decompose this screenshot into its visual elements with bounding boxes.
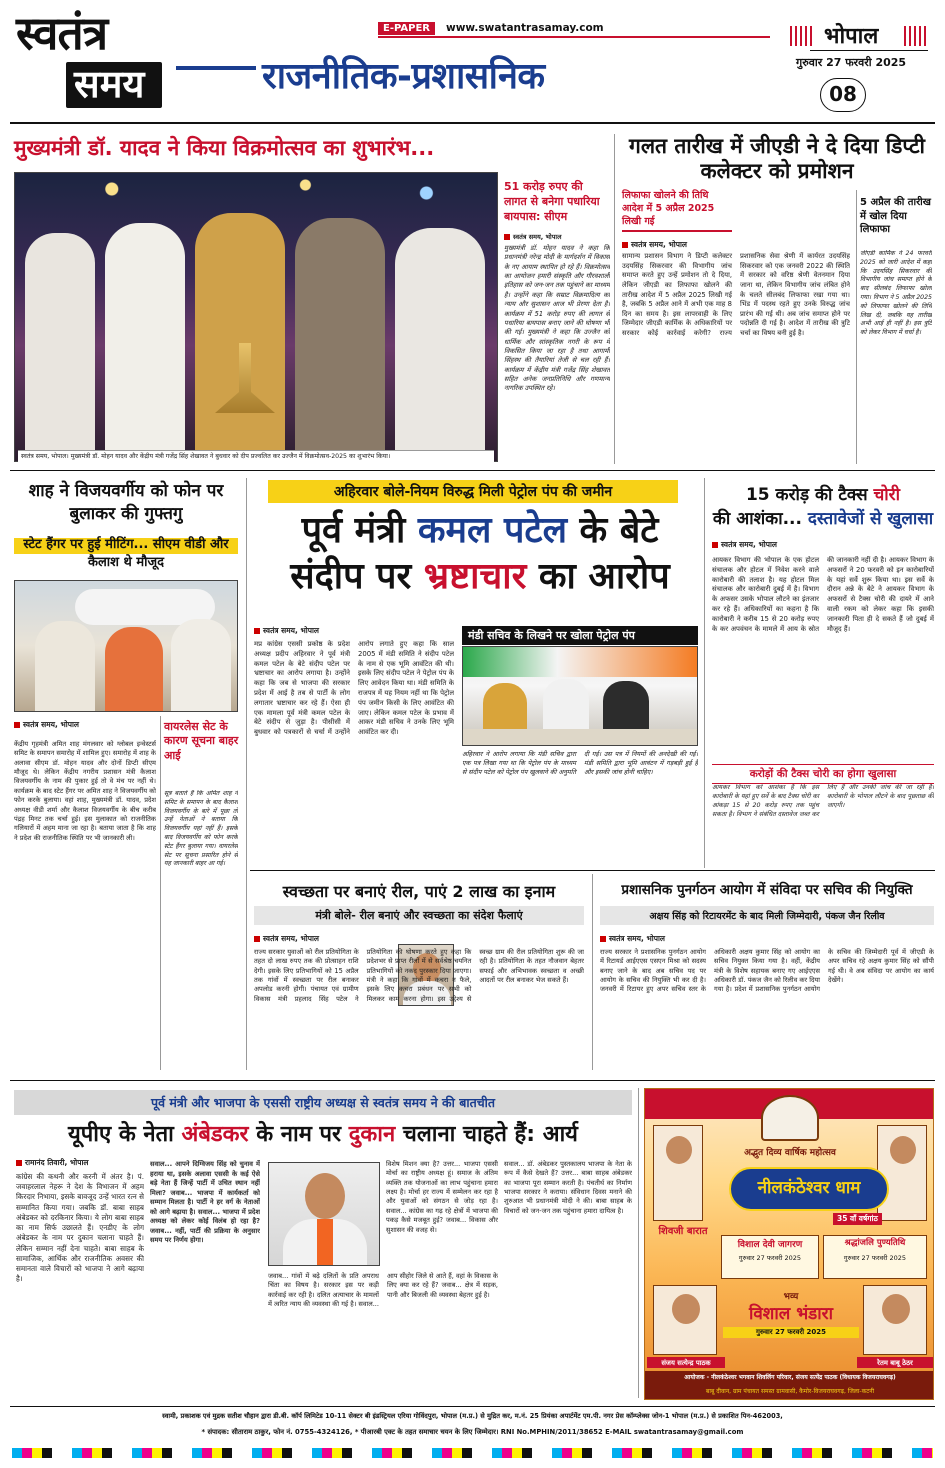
imprint-rule	[10, 1406, 935, 1407]
story7-body: राज्य सरकार ने प्रशासनिक पुनर्गठन आयोग में रिटायर्ड आईएएस एसएन मिश्रा को सदस्य बनाए जाने के बाद अब सचिव पद पर आयोग के सचिव की नियुक्ति भी कर दी है। जनवरी में रिटायर हुए अपर सचिव स्तर के अधिकारी अक्षय कुमार सिंह को आयोग का सचिव नियुक्त किया गया है। वहीं, केंद्रीय मंत्री के विशेष सहायक बनाए गए आईएएस अधिकारी डॉ. पंकज जैन को रिलीव कर दिया गया है। प्रदेश में प्रशासनिक पुनर्गठन आयोग के सचिव की जिम्मेदारी पूर्व में जीएडी के अपर सचिव रहे अक्षय कुमार सिंह को सौंपी गई थी। वे अब संविदा पर आयोग का कार्य देखेंगे।	[600, 948, 934, 994]
epaper-label: E-PAPER	[378, 22, 435, 35]
scarf-shape	[317, 1219, 333, 1266]
headline-word-highlight: अंबेडकर	[181, 1122, 249, 1147]
city-rule	[810, 50, 928, 51]
issue-date: गुरुवार 27 फरवरी 2025	[796, 56, 907, 69]
advert-organiser-right: रेतम बाबू ठेठर	[857, 1357, 933, 1368]
story2-byline: स्वतंत्र समय, भोपाल	[622, 240, 687, 250]
story3-body: केंद्रीय गृहमंत्री अमित शाह मंगलवार को ग्लोबल इन्वेस्टर्स समिट के समापन समारोह में शामिल हुए। समारोह में शाह के अलावा सीएम डॉ. मोहन यादव और दोनों डिप्टी सीएम मौजूद थे। लेकिन केंद्रीय नगरीय प्रशासन मंत्री कैलाश विजयवर्गीय के नाम की पुकार हुई तो वे मंच पर नहीं थे। कार्यक्रम के बाद स्टेट हैंगर पर अमित शाह ने विजयवर्गीय को फोन करके बुलाया। वहां शाह, मुख्यमंत्री डॉ. यादव, प्रदेश अध्यक्ष वीडी शर्मा और कैलाश विजयवर्गीय के बीच करीब पंद्रह मिनट तक चर्चा हुई। इस मुलाकात को राजनीतिक गलियारों में अहम माना जा रहा है। बताया जाता है कि शाह ने प्रदेश की राजनीतिक स्थिति पर भी जानकारी ली।	[14, 740, 156, 842]
masthead	[0, 0, 945, 118]
advert-footer-line2: बाबू दीवान, ग्राम पंचायत समस्त ग्रामवासी, कैमोर-विजयराघवगढ़, जिला-कटनी	[705, 1388, 875, 1395]
headline-word: का आरोप	[538, 556, 670, 597]
story3-box-head: वायरलेस सेट के कारण सूचना बाहर आई	[164, 720, 239, 762]
headline-word: के नाम पर	[256, 1122, 342, 1147]
story6-subhead: मंत्री बोले- रील बनाएं और स्वच्छता का संदेश फैलाएं	[254, 906, 584, 925]
story3-byline: स्वतंत्र समय, भोपाल	[14, 720, 79, 730]
story2-side-body: जीएडी कार्मिक ने 24 फरवरी 2025 को जारी आदेश में कहा कि उदयसिंह सिकरवार की विभागीय जांच समाप्त होने के बाद सीलबंद लिफाफा खोला गया। विभाग ने 5 अप्रैल 2025 को लिफाफा खोलने की तिथि लिख दी, जबकि यह तारीख अभी आई ही नहीं है। इस त्रुटि को लेकर विभाग में चर्चा है।	[860, 250, 932, 337]
headline-word: पूर्व मंत्री	[301, 510, 406, 551]
advert-day1: विशाल देवी जागरण	[737, 1240, 803, 1250]
city-name: भोपाल	[824, 24, 879, 49]
advert-title-small: अद्भुत दिव्य वार्षिक महोत्सव	[744, 1148, 836, 1158]
advert-organiser-right-photo	[863, 1285, 927, 1355]
story7-byline: स्वतंत्र समय, भोपाल	[600, 934, 665, 944]
headline-word: 15 करोड़ की टैक्स	[745, 485, 868, 505]
story6-headline: स्वच्छता पर बनाएं रील, पाएं 2 लाख का इनाम	[282, 882, 556, 901]
advert-bhandara-pre: भव्य	[783, 1292, 799, 1302]
divider-story4-story5	[704, 478, 705, 868]
headline-word-highlight: दस्तावेजों से खुलासा	[807, 508, 934, 529]
story5-headline	[712, 484, 934, 532]
interview-qa-col2: जवाब... गांवों में बढ़े दलितों के प्रति अपराध चिंता का विषय है। सरकार इस पर कड़ी कार्रवाई कर रही है। दलित अत्याचार के मामलों में त्वरित न्याय की व्यवस्था की गई है। सवाल... आप सीहोर जिले से आते हैं, वहां के विकास के लिए क्या कर रहे हैं? जवाब... क्षेत्र में सड़क, पानी और बिजली की व्यवस्था बेहतर हुई है।	[268, 1272, 498, 1309]
table-shape	[463, 729, 698, 746]
dot-ornament	[790, 26, 814, 46]
dot-ornament-right	[904, 26, 928, 46]
story5-sub-body: आयकर विभाग को आशंका है कि इस कारोबारी के यहां हुए सर्वे के बाद टैक्स चोरी का आंकड़ा 15 से 20 करोड़ रुपए तक पहुंच सकता है। विभाग ने संबंधित दस्तावेज जब्त कर लिए हैं और उनकी जांच की जा रही है। कारोबारी के भोपाल लौटने के बाद पूछताछ की जाएगी।	[712, 784, 934, 818]
story2-kicker: लिफाफा खोलने की तिथि आदेश में 5 अप्रैल 2025 लिखी गई	[622, 190, 732, 232]
story4-body: मप्र कांग्रेस एससी प्रकोष्ठ के प्रदेश अध्यक्ष प्रदीप अहिरवार ने पूर्व मंत्री कमल पटेल के बेटे संदीप पटेल पर भ्रष्टाचार का आरोप लगाया है। उन्होंने कहा कि जब से भाजपा की सरकार प्रदेश में आई है तब से पार्टी के लोग लगातार भ्रष्टाचार कर रहे हैं। ऐसा ही एक मामला पूर्व मंत्री कमल पटेल के बेटे संदीप से जुड़ा है। पीसीसी में बुधवार को पत्रकारों से चर्चा में उन्होंने आरोप लगाते हुए कहा कि साल 2005 में मंडी समिति ने संदीप पटेल के नाम से एक भूमि आवंटित की थी। इसके लिए संदीप पटेल ने पेट्रोल पंप के लिए आवेदन किया था। मंडी समिति के राजपत्र में यह नियम नहीं था कि पेट्रोल पंप जमीन किसी के लिए आवंटित की जाए। लेकिन कमल पटेल के प्रभाव में आकर मंडी सचिव ने उनके लिए भूमि आवंटित कर दी।	[254, 640, 454, 737]
story6-body: राज्य सरकार युवाओं को रील प्रतियोगिता के तहत दो लाख रुपए तक की प्रोत्साहन राशि देगी। इसके लिए प्रतिभागियों को 15 अप्रैल तक गांवों में स्वच्छता पर रील बनाकर अपलोड करनी होगी। पंचायत एवं ग्रामीण विकास मंत्री प्रहलाद सिंह पटेल ने प्रतियोगिता की घोषणा करते हुए कहा कि प्रदेशभर से प्राप्त रीलों में से सर्वश्रेष्ठ चयनित प्रतिभागियों को नकद पुरस्कार दिया जाएगा। मंत्री ने कहा कि गांवों में कचरा न फैले, इसके लिए कचरा प्रबंधन पर सभी को मिलकर काम करना होगा। इस उद्देश्य से स्वच्छ ग्राम की रील प्रतियोगिता शुरू की जा रही है। प्रतियोगिता के तहत नौजवान बेहतर सफाई और अभिभावक स्वच्छता व अच्छी आदतों पर रील बनाकर भेज सकते हैं।	[254, 948, 584, 1003]
person-figure-2	[105, 223, 185, 462]
headline-word-highlight: चोरी	[873, 485, 901, 505]
imprint-line2: * संपादक: सीताराम ठाकुर, फोन नं. 0755-4324126, * पीआरबी एक्ट के तहत समाचार चयन के लिए जिम्मेदार। RNI No.MPHIN/2011/38652 E-MAIL swatantrasamay@gmail.com	[201, 1428, 744, 1436]
story3-headline: शाह ने विजयवर्गीय को फोन पर बुलाकर की गुफ्तगु	[28, 481, 224, 524]
advert-left-name: शिवजी बारात	[658, 1226, 708, 1237]
website-url[interactable]: www.swatantrasamay.com	[446, 22, 604, 34]
headline-word-highlight: भ्रष्टाचार	[423, 556, 527, 597]
person-figure-4	[295, 218, 385, 462]
person-figure-8	[171, 619, 231, 712]
headline-word: चलाना चाहते हैं: आर्य	[402, 1122, 578, 1147]
interview-body: कांग्रेस की कथनी और करनी में अंतर है। पं. जवाहरलाल नेहरू ने देश के विभाजन में अहम किरदार निभाया, इसके बावजूद उन्हें भारत रत्न से सम्मानित किया गया। जबकि डॉ. बाबा साहब अंबेडकर को दरकिनार किया। ये लोग बाबा साहब का नाम सिर्फ उछालते हैं। एनडीए के लोग अंबेडकर के नाम पर दुकान चलाना चाहते हैं। लेकिन सम्मान नहीं देना चाहते। बाबा साहब के सामाजिक, आर्थिक और राजनीतिक अवसर की समानता वाले विचारों को भाजपा ने आगे बढ़ाया है।	[16, 1172, 144, 1284]
story4-photo-head: मंडी सचिव के लिखने पर खोला पेट्रोल पंप	[462, 626, 698, 645]
headline-word: संदीप पर	[290, 556, 412, 597]
banner-shape	[463, 647, 698, 677]
interview-banner: पूर्व मंत्री और भाजपा के एससी राष्ट्रीय अध्यक्ष से स्वतंत्र समय ने की बातचीत	[14, 1090, 632, 1115]
section-left-bar	[176, 66, 256, 70]
divider-story6-story7	[592, 874, 593, 1070]
story5-body: आयकर विभाग की भोपाल के एक होटल संचालक और होटल में निवेश करने वाले कारोबारी की तलाश है। यह होटल मिल संचालक और कारोबारी दुबई में है। विभाग के अफसर उसके भोपाल लौटने का इंतजार कर रहे हैं। अधिकारियों का कहना है कि कारोबारी ने करीब 15 से 20 करोड़ रुपए के कर अपवंचन के मामले में आय के स्रोत की जानकारी नहीं दी है। आयकर विभाग के अफसरों ने 20 फरवरी को इन कारोबारियों के यहां सर्वे शुरू किया था। इस सर्वे के दौरान अन्ने के बेटे ने आयकर विभाग के अफसरों से टैक्स चोरी की दायरे में आने वाली रकम को लेकर कहा कि इसकी जानकारी पिता ही दे सकते हैं जो दुबई में मौजूद हैं।	[712, 556, 934, 633]
advert-bhandara: विशाल भंडारा	[748, 1304, 834, 1324]
logo-line1: स्वतंत्र	[16, 6, 108, 60]
divider-row3	[10, 1080, 935, 1081]
headline-word-highlight: दुकान	[348, 1122, 396, 1147]
advert-bhandara-date: गुरुवार 27 फरवरी 2025	[723, 1327, 859, 1338]
advert-day2: श्रद्धांजलि पुण्यतिथि	[844, 1238, 906, 1248]
headline-word: की आशंका...	[712, 508, 802, 529]
story2-side-head: 5 अप्रैल की तारीख में खोल दिया लिफाफा	[860, 197, 931, 235]
advert-footer-line1: आयोजक - नीलकंठेश्वर भगवान शिवलिंग परिवार, संजय सत्येंद्र पाठक (विधायक विजयराघवगढ़)	[684, 1374, 896, 1381]
portrait-face	[890, 1136, 916, 1164]
advert-day2-date: गुरुवार 27 फरवरी 2025	[843, 1254, 907, 1262]
advert-year-badge: 35 वाँ वर्षगांठ	[833, 1213, 882, 1225]
advert-organiser-left-photo	[653, 1285, 717, 1355]
story1-sidebar-head: 51 करोड़ रुपए की लागत से बनेगा पधारिया बायपास: सीएम	[504, 180, 600, 223]
masthead-divider	[10, 122, 935, 124]
person-figure-5	[395, 228, 485, 462]
divider-row2-right	[250, 870, 935, 871]
registration-marks	[12, 1448, 933, 1458]
story1-caption: स्वतंत्र समय, भोपाल। मुख्यमंत्री डॉ. मोहन यादव और केंद्रीय मंत्री गजेंद्र सिंह शेखावत ने बुधवार को दीप प्रज्वलित कर उज्जैन में विक्रमोत्सव-2025 का शुभारंभ किया।	[18, 450, 494, 463]
headline-word-highlight: कमल पटेल	[417, 510, 567, 551]
story4-kicker: अहिरवार बोले-नियम विरुद्ध मिली पेट्रोल पंप की जमीन	[268, 480, 678, 503]
headline-word: के बेटे	[579, 510, 659, 551]
portrait-face	[666, 1136, 692, 1164]
advert-panel	[644, 1088, 934, 1400]
story4-headline-line1	[252, 510, 708, 551]
story6-byline: स्वतंत्र समय, भोपाल	[254, 934, 319, 944]
person-figure-7	[105, 627, 163, 712]
imprint-line1: स्वामी, प्रकाशक एवं मुद्रक सतीश चौहान द्वारा डी.बी. कॉर्प लिमिटेड 10-11 सेक्टर बी इंडस्ट्रियल एरिया गोविंदपुरा, भोपाल (म.प्र.) से मुद्रित कर, म.नं. 25 प्रियंका अपार्टमेंट एम.पी. नगर प्रेस कॉम्प्लेक्स जोन-1 भोपाल (म.प्र.) से प्रकाशित पिन-462003,	[162, 1412, 783, 1420]
interviewee-face	[305, 1173, 345, 1219]
portrait-face	[882, 1294, 910, 1324]
page-number: 08	[820, 78, 866, 112]
divider-interview-advert	[638, 1088, 639, 1398]
divider-row1	[10, 470, 935, 471]
person-figure-3	[195, 213, 285, 462]
advert-right-portrait	[877, 1125, 927, 1221]
advert-day1-date: गुरुवार 27 फरवरी 2025	[738, 1254, 802, 1262]
story2-headline: गलत तारीख में जीएडी ने दे दिया डिप्टी कलेक्टर को प्रमोशन	[629, 134, 925, 184]
portrait-face	[672, 1294, 700, 1324]
story1-byline: स्वतंत्र समय, भोपाल	[504, 232, 562, 241]
advert-event-name: नीलकंठेश्वर धाम	[757, 1178, 861, 1198]
headline-word: यूपीए के नेता	[68, 1122, 174, 1147]
divider-story3-story4	[246, 478, 247, 1070]
top-rule	[378, 36, 770, 38]
story4-photo	[462, 646, 698, 746]
story4-photo-caption: अहिरवार ने आरोप लगाया कि मंडी सचिव द्वारा एक पत्र लिखा गया था कि पेट्रोल पंप के माध्यम से संदीप पटेल को पेट्रोल पंप खुलवाने की अनुमति दी गई। उस पत्र में नियमों की अनदेखी की गई। मंडी समिति द्वारा भूमि आवंटन में गड़बड़ी हुई है और इसकी जांच होनी चाहिए।	[462, 750, 698, 777]
interview-qa-col3: विशेष मिशन क्या है? उत्तर... भाजपा एससी मोर्चा का राष्ट्रीय अध्यक्ष हूं। समाज के अंतिम व्यक्ति तक योजनाओं का लाभ पहुंचाना हमारा लक्ष्य है। मोर्चा हर राज्य में सम्मेलन कर रहा है और युवाओं को संगठन से जोड़ रहा है। सवाल... कांग्रेस का गढ़ रहे क्षेत्रों में भाजपा की पकड़ कैसे मजबूत हुई? जवाब... विकास और सुशासन की वजह से।	[386, 1160, 498, 1234]
interview-byline: रामानंद तिवारी, भोपाल	[16, 1158, 89, 1168]
interview-qa-col4: सवाल... डॉ. अंबेडकर पुस्तकालय भाजपा के नेता के रूप में कैसे देखते हैं? उत्तर... बाबा साहब अंबेडकर का भाजपा पूरा सम्मान करती है। पंचतीर्थ का निर्माण भाजपा सरकार ने कराया। संविधान दिवस मनाने की शुरुआत भी प्रधानमंत्री मोदी ने की। बाबा साहब के विचारों को जन-जन तक पहुंचाना हमारा दायित्व है।	[504, 1160, 632, 1215]
logo-line2: समय	[74, 61, 145, 106]
person-figure-1	[25, 233, 95, 462]
interview-photo	[268, 1162, 380, 1266]
advert-left-portrait	[653, 1125, 703, 1221]
interview-qa-col1: सवाल... आपने दिग्विजय सिंह को चुनाव में हराया था, इसके अलावा एससी के कई ऐसे बड़े नेता हैं जिन्हें पार्टी में उचित स्थान नहीं मिला? जवाब... भाजपा में कार्यकर्ता को सम्मान मिलता है। पार्टी ने हर वर्ग के नेताओं को आगे बढ़ाया है। सवाल... भाजपा में प्रदेश अध्यक्ष को लेकर कोई विलंब हो रहा है? जवाब... नहीं, पार्टी की प्रक्रिया के अनुसार समय पर निर्णय होगा।	[150, 1160, 260, 1245]
story3-subhead: स्टेट हैंगर पर हुई मीटिंग... सीएम वीडी और कैलाश थे मौजूद	[14, 536, 238, 572]
section-title: राजनीतिक-प्रशासनिक	[262, 56, 545, 97]
advert-organiser-left: संजय सत्येन्द्र पाठक	[647, 1357, 725, 1368]
story3-box-body: सूत्र बताते हैं कि अमित शाह ने समिट के समापन के बाद कैलाश विजयवर्गीय के बारे में पूछा तो उन्हें नेताओं ने बताया कि विजयवर्गीय यहां नहीं हैं। इसके बाद विजयवर्गीय को फोन करके स्टेट हैंगर बुलाया गया। वायरलेस सेट पर सूचना प्रसारित होने से यह जानकारी बाहर आ गई।	[164, 790, 238, 868]
story2-body: सामान्य प्रशासन विभाग ने डिप्टी कलेक्टर उदयसिंह सिकरवार की विभागीय जांच समाप्त करते हुए उन्हें प्रमोशन तो दे दिया, लेकिन जीएडी का लिफाफा खोलने की तारीख आदेश में 5 अप्रैल 2025 लिखी गई है, जबकि 5 अप्रैल आने में अभी एक माह 8 दिन का समय है। इस लापरवाही के लिए जिम्मेदार जीएडी कार्मिक के अधिकारियों पर सरकार कोई कार्रवाई करेगी? राज्य प्रशासनिक सेवा श्रेणी में कार्यरत उदयसिंह सिकरवार को एक जनवरी 2022 की स्थिति में सरकार को वरिष्ठ श्रेणी वेतनमान दिया जाना था, लेकिन विभागीय जांच लंबित होने के चलते सीलबंद लिफाफा रखा गया था। भिंड में पदस्थ रहते हुए उनके विरुद्ध जांच प्रारंभ की गई थी। अब जांच समाप्त होने पर पदोन्नति दी गई है। आदेश में तारीख की त्रुटि चर्चा का विषय बनी हुई है।	[622, 252, 850, 338]
story3-photo	[14, 580, 238, 712]
interview-headline	[14, 1118, 632, 1148]
story1-body: मुख्यमंत्री डॉ. मोहन यादव ने कहा कि प्रधानमंत्री नरेन्द्र मोदी के मार्गदर्शन में विकास के नए आयाम स्थापित हो रहे हैं। विक्रमोत्सव का आयोजन हमारी संस्कृति और गौरवशाली इतिहास को जन-जन तक पहुंचाने का माध्यम है। उन्होंने कहा कि सम्राट विक्रमादित्य का न्याय और सुशासन आज भी प्रेरणा देता है। कार्यक्रम में 51 करोड़ रुपए की लागत से पधारिया बायपास बनाए जाने की घोषणा भी की गई। मुख्यमंत्री ने कहा कि उज्जैन को धार्मिक और सांस्कृतिक नगरी के रूप में विकसित किया जा रहा है तथा आगामी सिंहस्थ की तैयारियां तेजी से चल रही हैं। कार्यक्रम में केंद्रीय मंत्री गजेंद्र सिंह शेखावत सहित अनेक जनप्रतिनिधि और गणमान्य नागरिक उपस्थित रहे।	[504, 244, 610, 393]
advert-temple-shape	[761, 1095, 819, 1141]
story1-photo	[14, 172, 498, 462]
person-figure-6	[35, 621, 95, 712]
story4-headline-line2	[252, 556, 708, 597]
story4-byline: स्वतंत्र समय, भोपाल	[254, 626, 319, 636]
story1-headline: मुख्यमंत्री डॉ. यादव ने किया विक्रमोत्सव का शुभारंभ...	[14, 136, 435, 160]
story5-subhead: करोड़ों की टैक्स चोरी का होगा खुलासा	[712, 764, 934, 784]
story5-byline: स्वतंत्र समय, भोपाल	[712, 540, 777, 550]
story7-headline: प्रशासनिक पुनर्गठन आयोग में संविदा पर सचिव की नियुक्ति	[621, 882, 913, 898]
story7-subhead: अक्षय सिंह को रिटायरमेंट के बाद मिली जिम्मेदारी, पंकज जैन रिलीव	[600, 906, 934, 925]
divider-story1-story2	[614, 134, 615, 464]
